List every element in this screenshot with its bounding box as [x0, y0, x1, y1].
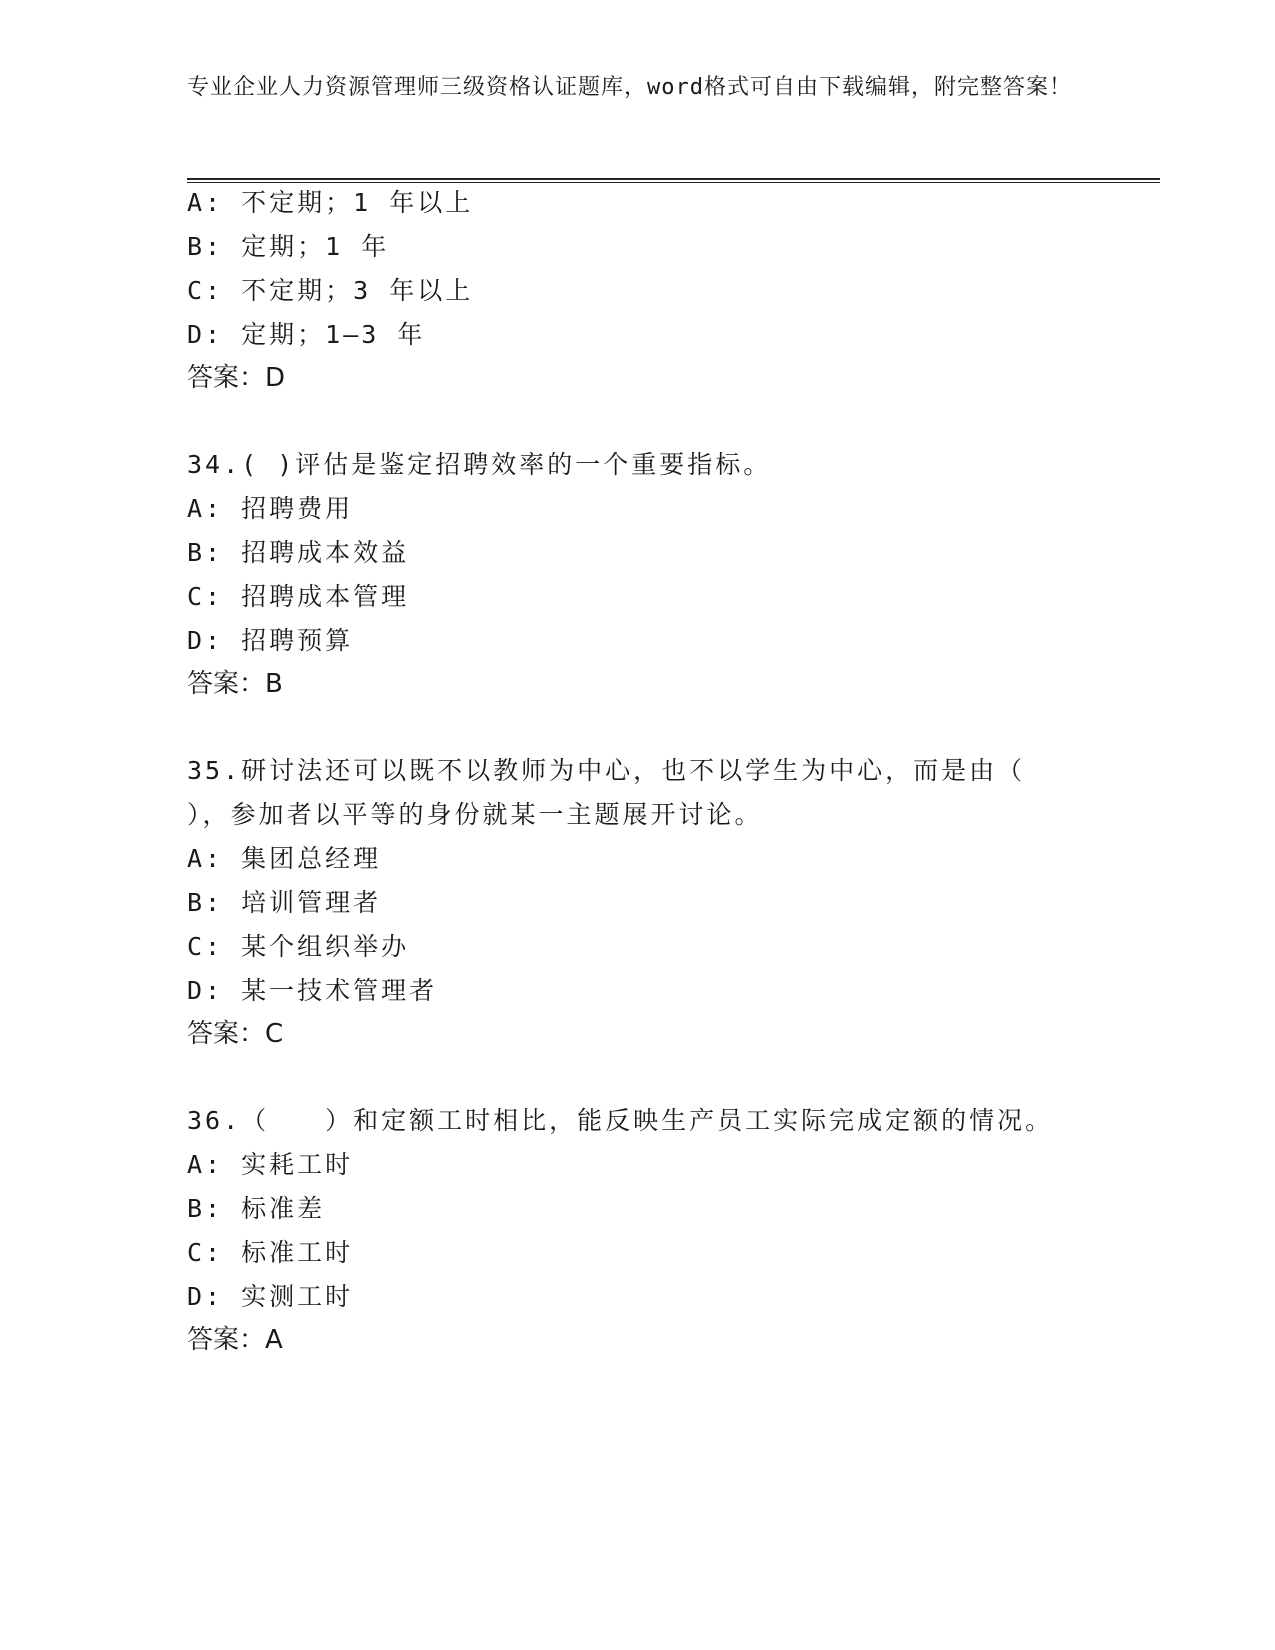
- question-34-stem: 34.( )评估是鉴定招聘效率的一个重要指标。: [187, 450, 772, 479]
- question-33-option-c: C: 不定期；3 年以上: [187, 276, 474, 305]
- question-36-option-a: A: 实耗工时: [187, 1150, 354, 1179]
- question-35-option-c: C: 某个组织举办: [187, 932, 410, 961]
- question-33-option-a: A: 不定期；1 年以上: [187, 188, 474, 217]
- question-36-option-b: B: 标准差: [187, 1194, 326, 1223]
- question-33-answer: 答案：D: [187, 363, 286, 393]
- header-divider: [187, 178, 1160, 183]
- question-33-option-b: B: 定期；1 年: [187, 232, 390, 261]
- question-35-option-b: B: 培训管理者: [187, 888, 382, 917]
- question-35-stem-line-1: 35.研讨法还可以既不以教师为中心，也不以学生为中心，而是由（: [187, 756, 1026, 785]
- document-header: 专业企业人力资源管理师三级资格认证题库，word格式可自由下载编辑，附完整答案！: [187, 75, 1072, 100]
- question-35-option-d: D: 某一技术管理者: [187, 976, 438, 1005]
- question-34-option-d: D: 招聘预算: [187, 626, 354, 655]
- question-36-answer: 答案：A: [187, 1325, 283, 1355]
- question-33-option-d: D: 定期；1—3 年: [187, 320, 426, 349]
- question-35-option-a: A: 集团总经理: [187, 844, 382, 873]
- question-36-option-c: C: 标准工时: [187, 1238, 354, 1267]
- question-35-stem-line-2: ），参加者以平等的身份就某一主题展开讨论。: [187, 800, 763, 829]
- question-36-stem: 36.（ ）和定额工时相比，能反映生产员工实际完成定额的情况。: [187, 1106, 1054, 1135]
- question-34-answer: 答案：B: [187, 669, 283, 699]
- question-35-answer: 答案：C: [187, 1019, 284, 1049]
- question-36-option-d: D: 实测工时: [187, 1282, 354, 1311]
- question-34-option-a: A: 招聘费用: [187, 494, 354, 523]
- question-34-option-b: B: 招聘成本效益: [187, 538, 410, 567]
- question-34-option-c: C: 招聘成本管理: [187, 582, 410, 611]
